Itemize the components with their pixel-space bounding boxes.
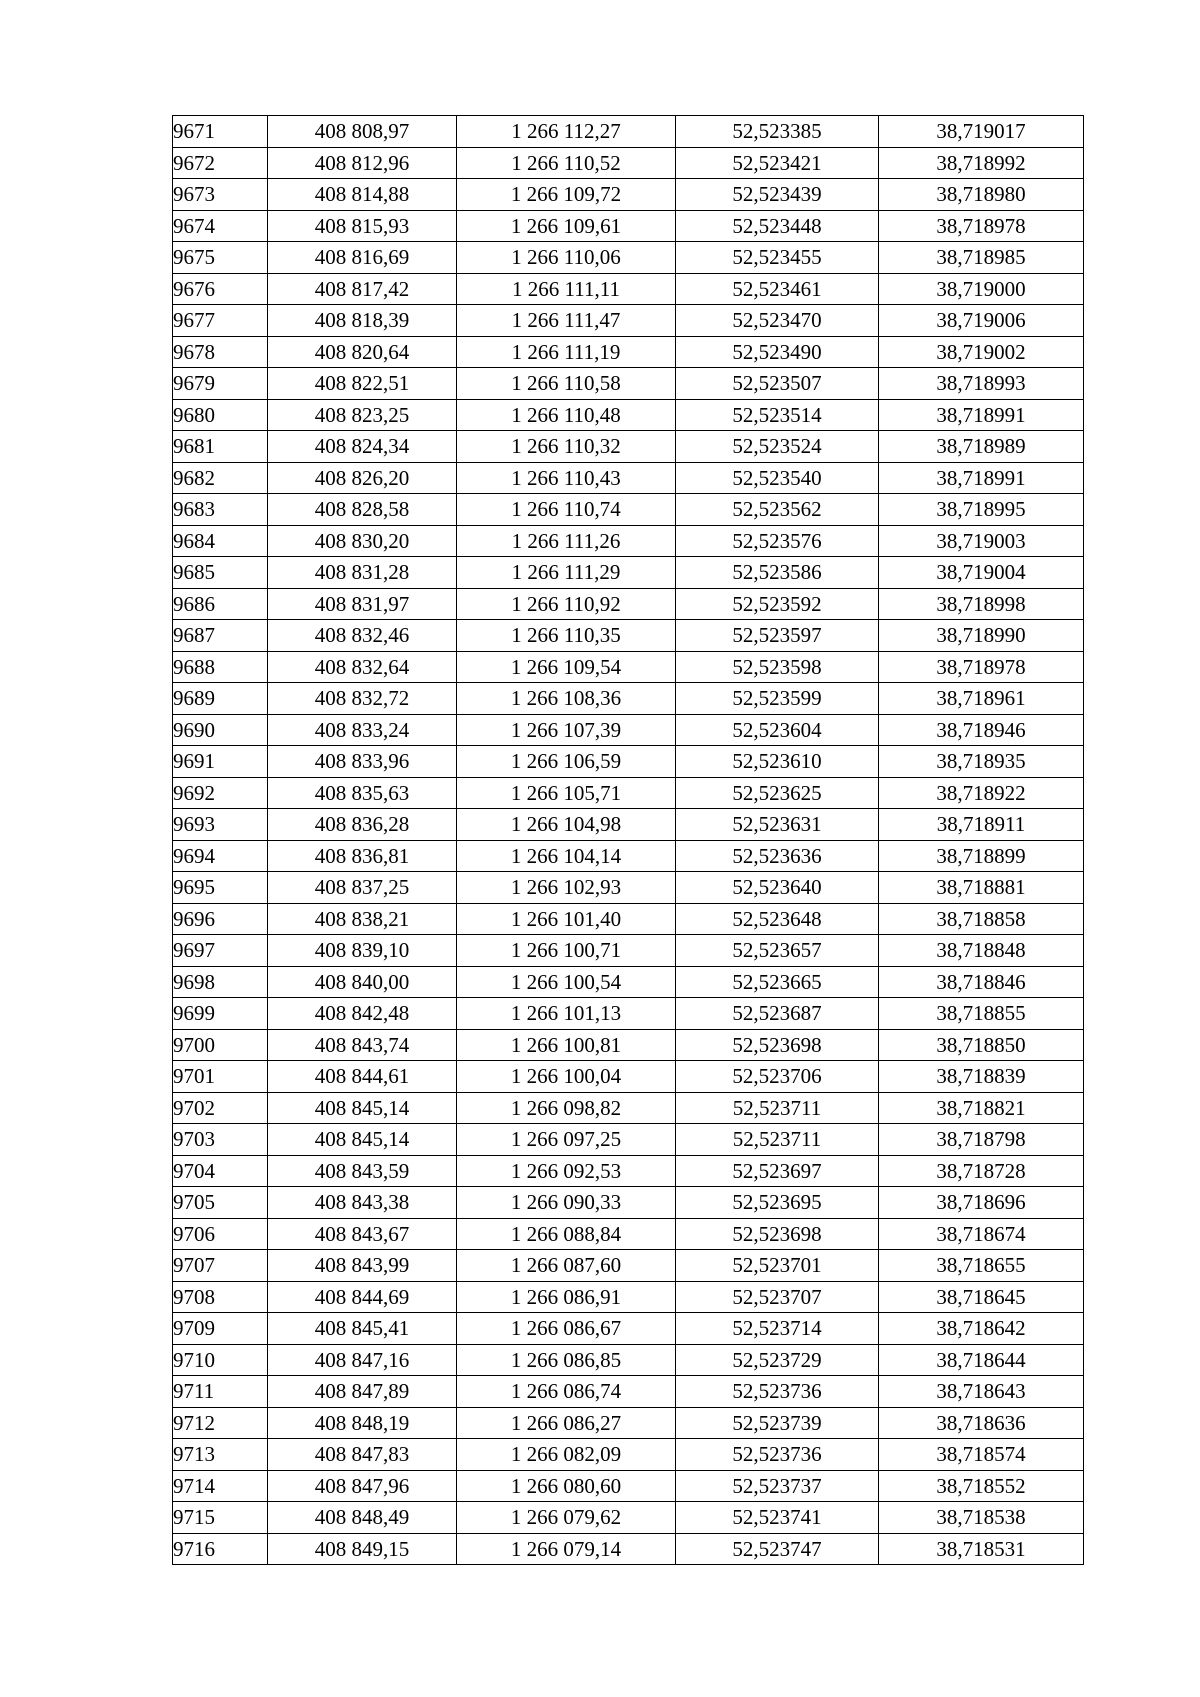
x-coordinate-cell: 408 812,96	[268, 147, 457, 179]
longitude-cell: 38,718991	[879, 462, 1084, 494]
y-coordinate-cell: 1 266 105,71	[457, 777, 676, 809]
longitude-cell: 38,718998	[879, 588, 1084, 620]
latitude-cell: 52,523540	[676, 462, 879, 494]
point-number-cell: 9695	[173, 872, 268, 904]
latitude-cell: 52,523592	[676, 588, 879, 620]
point-number-cell: 9699	[173, 998, 268, 1030]
point-number-cell: 9707	[173, 1250, 268, 1282]
longitude-cell: 38,718643	[879, 1376, 1084, 1408]
y-coordinate-cell: 1 266 100,71	[457, 935, 676, 967]
longitude-cell: 38,719002	[879, 336, 1084, 368]
latitude-cell: 52,523455	[676, 242, 879, 274]
point-number-cell: 9714	[173, 1470, 268, 1502]
table-row	[173, 1470, 1084, 1502]
x-coordinate-cell: 408 849,15	[268, 1533, 457, 1565]
x-coordinate-cell: 408 837,25	[268, 872, 457, 904]
x-coordinate-cell: 408 816,69	[268, 242, 457, 274]
point-number-cell: 9698	[173, 966, 268, 998]
latitude-cell: 52,523739	[676, 1407, 879, 1439]
longitude-cell: 38,718993	[879, 368, 1084, 400]
table-row	[173, 998, 1084, 1030]
y-coordinate-cell: 1 266 100,54	[457, 966, 676, 998]
longitude-cell: 38,718728	[879, 1155, 1084, 1187]
y-coordinate-cell: 1 266 109,72	[457, 179, 676, 211]
latitude-cell: 52,523698	[676, 1029, 879, 1061]
point-number-cell: 9692	[173, 777, 268, 809]
point-number-cell: 9680	[173, 399, 268, 431]
longitude-cell: 38,718846	[879, 966, 1084, 998]
x-coordinate-cell: 408 820,64	[268, 336, 457, 368]
point-number-cell: 9689	[173, 683, 268, 715]
y-coordinate-cell: 1 266 087,60	[457, 1250, 676, 1282]
table-row	[173, 368, 1084, 400]
point-number-cell: 9672	[173, 147, 268, 179]
x-coordinate-cell: 408 824,34	[268, 431, 457, 463]
point-number-cell: 9673	[173, 179, 268, 211]
table-row	[173, 1407, 1084, 1439]
point-number-cell: 9703	[173, 1124, 268, 1156]
table-row	[173, 1061, 1084, 1093]
point-number-cell: 9685	[173, 557, 268, 589]
latitude-cell: 52,523698	[676, 1218, 879, 1250]
y-coordinate-cell: 1 266 086,85	[457, 1344, 676, 1376]
coordinates-table-body	[173, 116, 1084, 1565]
table-row	[173, 588, 1084, 620]
longitude-cell: 38,718574	[879, 1439, 1084, 1471]
point-number-cell: 9711	[173, 1376, 268, 1408]
longitude-cell: 38,718798	[879, 1124, 1084, 1156]
x-coordinate-cell: 408 831,97	[268, 588, 457, 620]
latitude-cell: 52,523747	[676, 1533, 879, 1565]
y-coordinate-cell: 1 266 106,59	[457, 746, 676, 778]
longitude-cell: 38,718992	[879, 147, 1084, 179]
table-row	[173, 557, 1084, 589]
latitude-cell: 52,523604	[676, 714, 879, 746]
x-coordinate-cell: 408 847,96	[268, 1470, 457, 1502]
point-number-cell: 9706	[173, 1218, 268, 1250]
y-coordinate-cell: 1 266 107,39	[457, 714, 676, 746]
longitude-cell: 38,719003	[879, 525, 1084, 557]
point-number-cell: 9710	[173, 1344, 268, 1376]
table-row	[173, 1313, 1084, 1345]
table-row	[173, 1533, 1084, 1565]
latitude-cell: 52,523610	[676, 746, 879, 778]
longitude-cell: 38,718821	[879, 1092, 1084, 1124]
x-coordinate-cell: 408 836,81	[268, 840, 457, 872]
table-row	[173, 399, 1084, 431]
longitude-cell: 38,718991	[879, 399, 1084, 431]
table-row	[173, 809, 1084, 841]
y-coordinate-cell: 1 266 112,27	[457, 116, 676, 148]
table-row	[173, 746, 1084, 778]
x-coordinate-cell: 408 823,25	[268, 399, 457, 431]
point-number-cell: 9686	[173, 588, 268, 620]
longitude-cell: 38,718911	[879, 809, 1084, 841]
latitude-cell: 52,523461	[676, 273, 879, 305]
latitude-cell: 52,523490	[676, 336, 879, 368]
y-coordinate-cell: 1 266 100,81	[457, 1029, 676, 1061]
y-coordinate-cell: 1 266 108,36	[457, 683, 676, 715]
y-coordinate-cell: 1 266 086,91	[457, 1281, 676, 1313]
longitude-cell: 38,718531	[879, 1533, 1084, 1565]
table-row	[173, 1376, 1084, 1408]
point-number-cell: 9701	[173, 1061, 268, 1093]
latitude-cell: 52,523657	[676, 935, 879, 967]
longitude-cell: 38,718855	[879, 998, 1084, 1030]
table-row	[173, 1092, 1084, 1124]
longitude-cell: 38,718850	[879, 1029, 1084, 1061]
x-coordinate-cell: 408 832,72	[268, 683, 457, 715]
x-coordinate-cell: 408 844,61	[268, 1061, 457, 1093]
latitude-cell: 52,523597	[676, 620, 879, 652]
y-coordinate-cell: 1 266 110,92	[457, 588, 676, 620]
x-coordinate-cell: 408 847,83	[268, 1439, 457, 1471]
latitude-cell: 52,523385	[676, 116, 879, 148]
table-row	[173, 683, 1084, 715]
table-row	[173, 1439, 1084, 1471]
longitude-cell: 38,718858	[879, 903, 1084, 935]
latitude-cell: 52,523729	[676, 1344, 879, 1376]
x-coordinate-cell: 408 838,21	[268, 903, 457, 935]
table-row	[173, 1155, 1084, 1187]
x-coordinate-cell: 408 845,14	[268, 1092, 457, 1124]
point-number-cell: 9709	[173, 1313, 268, 1345]
latitude-cell: 52,523711	[676, 1124, 879, 1156]
x-coordinate-cell: 408 845,14	[268, 1124, 457, 1156]
point-number-cell: 9676	[173, 273, 268, 305]
x-coordinate-cell: 408 843,74	[268, 1029, 457, 1061]
latitude-cell: 52,523439	[676, 179, 879, 211]
table-row	[173, 1124, 1084, 1156]
longitude-cell: 38,718899	[879, 840, 1084, 872]
table-row	[173, 1250, 1084, 1282]
y-coordinate-cell: 1 266 092,53	[457, 1155, 676, 1187]
y-coordinate-cell: 1 266 111,11	[457, 273, 676, 305]
x-coordinate-cell: 408 842,48	[268, 998, 457, 1030]
latitude-cell: 52,523711	[676, 1092, 879, 1124]
x-coordinate-cell: 408 833,96	[268, 746, 457, 778]
table-row	[173, 1029, 1084, 1061]
x-coordinate-cell: 408 843,67	[268, 1218, 457, 1250]
point-number-cell: 9684	[173, 525, 268, 557]
latitude-cell: 52,523470	[676, 305, 879, 337]
table-row	[173, 462, 1084, 494]
x-coordinate-cell: 408 826,20	[268, 462, 457, 494]
longitude-cell: 38,718980	[879, 179, 1084, 211]
latitude-cell: 52,523448	[676, 210, 879, 242]
point-number-cell: 9713	[173, 1439, 268, 1471]
table-row	[173, 242, 1084, 274]
x-coordinate-cell: 408 836,28	[268, 809, 457, 841]
table-row	[173, 903, 1084, 935]
longitude-cell: 38,718839	[879, 1061, 1084, 1093]
table-row	[173, 935, 1084, 967]
point-number-cell: 9687	[173, 620, 268, 652]
x-coordinate-cell: 408 844,69	[268, 1281, 457, 1313]
y-coordinate-cell: 1 266 101,40	[457, 903, 676, 935]
longitude-cell: 38,719006	[879, 305, 1084, 337]
x-coordinate-cell: 408 814,88	[268, 179, 457, 211]
longitude-cell: 38,718922	[879, 777, 1084, 809]
longitude-cell: 38,718848	[879, 935, 1084, 967]
table-row	[173, 494, 1084, 526]
x-coordinate-cell: 408 818,39	[268, 305, 457, 337]
y-coordinate-cell: 1 266 110,43	[457, 462, 676, 494]
table-row	[173, 179, 1084, 211]
y-coordinate-cell: 1 266 111,19	[457, 336, 676, 368]
latitude-cell: 52,523599	[676, 683, 879, 715]
point-number-cell: 9681	[173, 431, 268, 463]
longitude-cell: 38,718978	[879, 210, 1084, 242]
x-coordinate-cell: 408 832,64	[268, 651, 457, 683]
x-coordinate-cell: 408 843,99	[268, 1250, 457, 1282]
longitude-cell: 38,718674	[879, 1218, 1084, 1250]
point-number-cell: 9691	[173, 746, 268, 778]
y-coordinate-cell: 1 266 080,60	[457, 1470, 676, 1502]
latitude-cell: 52,523648	[676, 903, 879, 935]
x-coordinate-cell: 408 830,20	[268, 525, 457, 557]
y-coordinate-cell: 1 266 109,61	[457, 210, 676, 242]
table-row	[173, 147, 1084, 179]
table-row	[173, 336, 1084, 368]
point-number-cell: 9688	[173, 651, 268, 683]
latitude-cell: 52,523714	[676, 1313, 879, 1345]
longitude-cell: 38,718995	[879, 494, 1084, 526]
longitude-cell: 38,718985	[879, 242, 1084, 274]
y-coordinate-cell: 1 266 111,26	[457, 525, 676, 557]
point-number-cell: 9683	[173, 494, 268, 526]
longitude-cell: 38,718978	[879, 651, 1084, 683]
point-number-cell: 9679	[173, 368, 268, 400]
point-number-cell: 9702	[173, 1092, 268, 1124]
table-row	[173, 966, 1084, 998]
x-coordinate-cell: 408 817,42	[268, 273, 457, 305]
longitude-cell: 38,718946	[879, 714, 1084, 746]
longitude-cell: 38,718642	[879, 1313, 1084, 1345]
y-coordinate-cell: 1 266 097,25	[457, 1124, 676, 1156]
latitude-cell: 52,523736	[676, 1376, 879, 1408]
table-row	[173, 620, 1084, 652]
point-number-cell: 9712	[173, 1407, 268, 1439]
latitude-cell: 52,523586	[676, 557, 879, 589]
table-row	[173, 1502, 1084, 1534]
y-coordinate-cell: 1 266 110,58	[457, 368, 676, 400]
point-number-cell: 9693	[173, 809, 268, 841]
latitude-cell: 52,523514	[676, 399, 879, 431]
y-coordinate-cell: 1 266 102,93	[457, 872, 676, 904]
x-coordinate-cell: 408 847,16	[268, 1344, 457, 1376]
latitude-cell: 52,523707	[676, 1281, 879, 1313]
x-coordinate-cell: 408 835,63	[268, 777, 457, 809]
point-number-cell: 9704	[173, 1155, 268, 1187]
longitude-cell: 38,719004	[879, 557, 1084, 589]
latitude-cell: 52,523421	[676, 147, 879, 179]
x-coordinate-cell: 408 848,19	[268, 1407, 457, 1439]
point-number-cell: 9678	[173, 336, 268, 368]
table-row	[173, 210, 1084, 242]
x-coordinate-cell: 408 832,46	[268, 620, 457, 652]
longitude-cell: 38,718636	[879, 1407, 1084, 1439]
latitude-cell: 52,523736	[676, 1439, 879, 1471]
y-coordinate-cell: 1 266 111,47	[457, 305, 676, 337]
y-coordinate-cell: 1 266 090,33	[457, 1187, 676, 1219]
longitude-cell: 38,718538	[879, 1502, 1084, 1534]
latitude-cell: 52,523625	[676, 777, 879, 809]
x-coordinate-cell: 408 845,41	[268, 1313, 457, 1345]
y-coordinate-cell: 1 266 088,84	[457, 1218, 676, 1250]
latitude-cell: 52,523706	[676, 1061, 879, 1093]
latitude-cell: 52,523665	[676, 966, 879, 998]
x-coordinate-cell: 408 828,58	[268, 494, 457, 526]
y-coordinate-cell: 1 266 082,09	[457, 1439, 676, 1471]
longitude-cell: 38,719000	[879, 273, 1084, 305]
point-number-cell: 9708	[173, 1281, 268, 1313]
latitude-cell: 52,523636	[676, 840, 879, 872]
x-coordinate-cell: 408 822,51	[268, 368, 457, 400]
y-coordinate-cell: 1 266 079,62	[457, 1502, 676, 1534]
longitude-cell: 38,718990	[879, 620, 1084, 652]
y-coordinate-cell: 1 266 104,14	[457, 840, 676, 872]
coordinates-table	[172, 115, 1084, 1565]
longitude-cell: 38,718935	[879, 746, 1084, 778]
y-coordinate-cell: 1 266 079,14	[457, 1533, 676, 1565]
x-coordinate-cell: 408 843,59	[268, 1155, 457, 1187]
table-row	[173, 651, 1084, 683]
y-coordinate-cell: 1 266 111,29	[457, 557, 676, 589]
latitude-cell: 52,523640	[676, 872, 879, 904]
longitude-cell: 38,718696	[879, 1187, 1084, 1219]
latitude-cell: 52,523697	[676, 1155, 879, 1187]
y-coordinate-cell: 1 266 110,74	[457, 494, 676, 526]
latitude-cell: 52,523562	[676, 494, 879, 526]
longitude-cell: 38,718644	[879, 1344, 1084, 1376]
longitude-cell: 38,718552	[879, 1470, 1084, 1502]
point-number-cell: 9677	[173, 305, 268, 337]
x-coordinate-cell: 408 839,10	[268, 935, 457, 967]
point-number-cell: 9690	[173, 714, 268, 746]
point-number-cell: 9694	[173, 840, 268, 872]
point-number-cell: 9716	[173, 1533, 268, 1565]
x-coordinate-cell: 408 843,38	[268, 1187, 457, 1219]
y-coordinate-cell: 1 266 100,04	[457, 1061, 676, 1093]
point-number-cell: 9715	[173, 1502, 268, 1534]
table-row	[173, 1281, 1084, 1313]
y-coordinate-cell: 1 266 086,67	[457, 1313, 676, 1345]
table-row	[173, 777, 1084, 809]
longitude-cell: 38,719017	[879, 116, 1084, 148]
point-number-cell: 9674	[173, 210, 268, 242]
y-coordinate-cell: 1 266 098,82	[457, 1092, 676, 1124]
point-number-cell: 9705	[173, 1187, 268, 1219]
table-row	[173, 1218, 1084, 1250]
point-number-cell: 9696	[173, 903, 268, 935]
x-coordinate-cell: 408 840,00	[268, 966, 457, 998]
y-coordinate-cell: 1 266 086,27	[457, 1407, 676, 1439]
table-row	[173, 1344, 1084, 1376]
x-coordinate-cell: 408 815,93	[268, 210, 457, 242]
latitude-cell: 52,523598	[676, 651, 879, 683]
y-coordinate-cell: 1 266 086,74	[457, 1376, 676, 1408]
x-coordinate-cell: 408 848,49	[268, 1502, 457, 1534]
table-row	[173, 273, 1084, 305]
x-coordinate-cell: 408 808,97	[268, 116, 457, 148]
table-row	[173, 840, 1084, 872]
table-row	[173, 116, 1084, 148]
point-number-cell: 9675	[173, 242, 268, 274]
latitude-cell: 52,523631	[676, 809, 879, 841]
longitude-cell: 38,718989	[879, 431, 1084, 463]
longitude-cell: 38,718655	[879, 1250, 1084, 1282]
table-row	[173, 525, 1084, 557]
latitude-cell: 52,523741	[676, 1502, 879, 1534]
x-coordinate-cell: 408 831,28	[268, 557, 457, 589]
table-row	[173, 1187, 1084, 1219]
y-coordinate-cell: 1 266 110,48	[457, 399, 676, 431]
y-coordinate-cell: 1 266 110,35	[457, 620, 676, 652]
point-number-cell: 9700	[173, 1029, 268, 1061]
longitude-cell: 38,718881	[879, 872, 1084, 904]
x-coordinate-cell: 408 833,24	[268, 714, 457, 746]
latitude-cell: 52,523687	[676, 998, 879, 1030]
y-coordinate-cell: 1 266 110,52	[457, 147, 676, 179]
y-coordinate-cell: 1 266 109,54	[457, 651, 676, 683]
x-coordinate-cell: 408 847,89	[268, 1376, 457, 1408]
y-coordinate-cell: 1 266 101,13	[457, 998, 676, 1030]
point-number-cell: 9671	[173, 116, 268, 148]
point-number-cell: 9682	[173, 462, 268, 494]
latitude-cell: 52,523737	[676, 1470, 879, 1502]
table-row	[173, 714, 1084, 746]
latitude-cell: 52,523507	[676, 368, 879, 400]
y-coordinate-cell: 1 266 110,32	[457, 431, 676, 463]
latitude-cell: 52,523524	[676, 431, 879, 463]
latitude-cell: 52,523695	[676, 1187, 879, 1219]
table-row	[173, 305, 1084, 337]
table-row	[173, 872, 1084, 904]
longitude-cell: 38,718645	[879, 1281, 1084, 1313]
point-number-cell: 9697	[173, 935, 268, 967]
latitude-cell: 52,523701	[676, 1250, 879, 1282]
y-coordinate-cell: 1 266 104,98	[457, 809, 676, 841]
longitude-cell: 38,718961	[879, 683, 1084, 715]
latitude-cell: 52,523576	[676, 525, 879, 557]
table-row	[173, 431, 1084, 463]
y-coordinate-cell: 1 266 110,06	[457, 242, 676, 274]
